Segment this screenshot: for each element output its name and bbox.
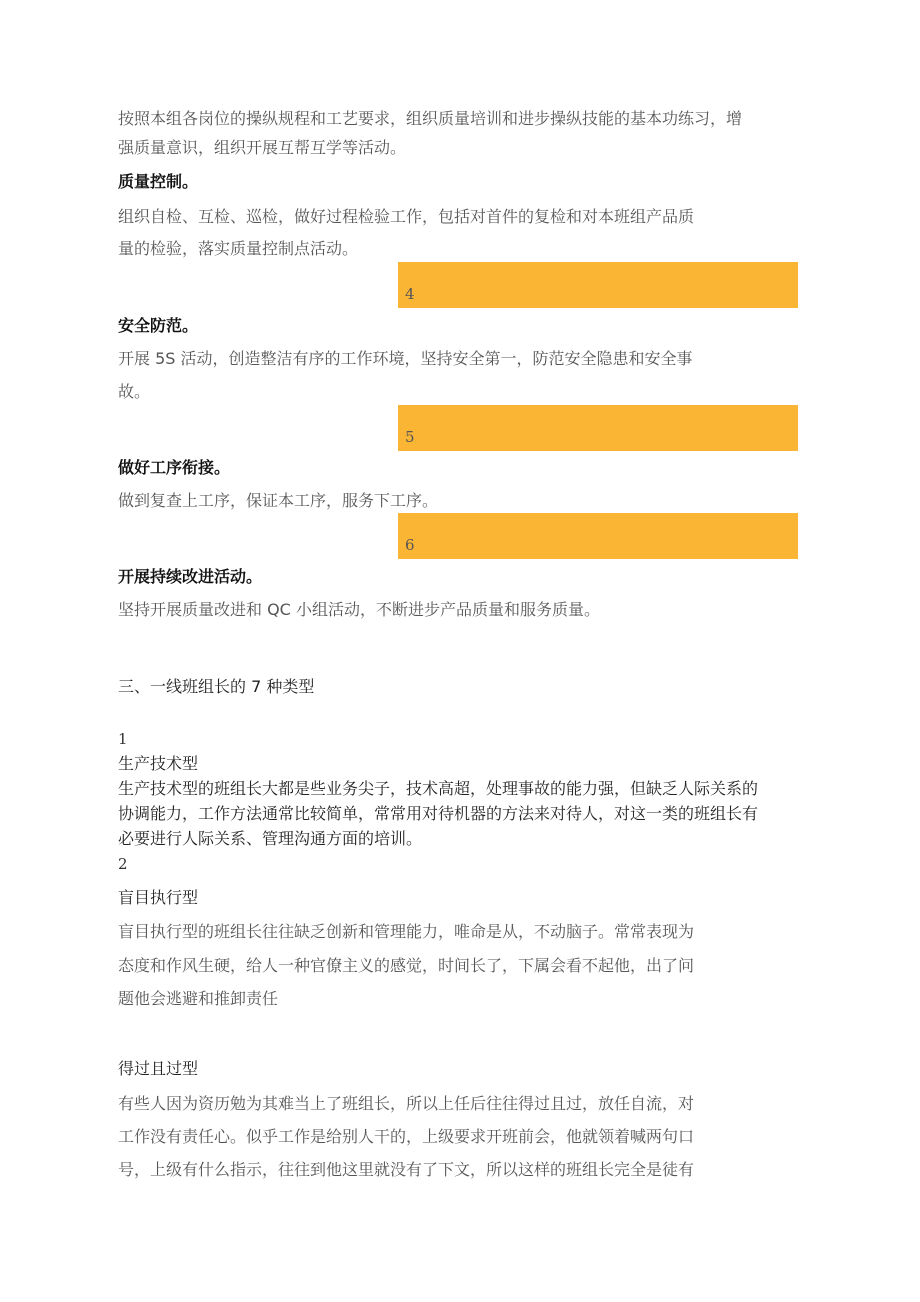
type-2-line-1: 盲目执行型的班组长往往缺乏创新和管理能力，唯命是从，不动脑子。常常表现为 [118, 922, 695, 941]
section-number-box-5 [398, 405, 798, 451]
intro-line-2: 强质量意识，组织开展互帮互学等活动。 [118, 138, 407, 157]
type-3-line-3: 号，上级有什么指示，往往到他这里就没有了下文，所以这样的班组长完全是徒有 [118, 1160, 695, 1179]
type-1-number: 1 [118, 730, 128, 748]
item-continuous-improvement-title: 开展持续改进活动。 [118, 567, 263, 586]
item-safety-title: 安全防范。 [118, 316, 199, 335]
section-number-4: 4 [405, 285, 415, 303]
type-1-title: 生产技术型 [118, 754, 199, 773]
type-2-number: 2 [118, 855, 128, 873]
type-1-line-3: 必要进行人际关系、管理沟通方面的培训。 [118, 829, 423, 848]
item-quality-control-line-1: 组织自检、互检、巡检，做好过程检验工作，包括对首件的复检和对本班组产品质 [118, 207, 695, 226]
type-3-line-1: 有些人因为资历勉为其难当上了班组长，所以上任后往往得过且过，放任自流，对 [118, 1094, 695, 1113]
section-3-heading: 三、一线班组长的 7 种类型 [118, 677, 315, 696]
type-2-line-2: 态度和作风生硬，给人一种官僚主义的感觉，时间长了，下属会看不起他，出了问 [118, 956, 695, 975]
item-quality-control-line-2: 量的检验，落实质量控制点活动。 [118, 239, 359, 258]
type-1-line-2: 协调能力，工作方法通常比较简单，常常用对待机器的方法来对待人，对这一类的班组长有 [118, 804, 759, 823]
item-process-handover-line-1: 做到复查上工序，保证本工序，服务下工序。 [118, 491, 439, 510]
type-1-line-1: 生产技术型的班组长大都是些业务尖子，技术高超，处理事故的能力强，但缺乏人际关系的 [118, 779, 759, 798]
item-continuous-improvement-line-1: 坚持开展质量改进和 QC 小组活动，不断进步产品质量和服务质量。 [118, 600, 600, 619]
type-2-title: 盲目执行型 [118, 888, 199, 907]
intro-line-1: 按照本组各岗位的操纵规程和工艺要求，组织质量培训和进步操纵技能的基本功练习，增 [118, 109, 743, 128]
item-safety-line-1: 开展 5S 活动，创造整洁有序的工作环境，坚持安全第一，防范安全隐患和安全事 [118, 349, 693, 368]
section-number-6: 6 [405, 536, 415, 554]
item-safety-line-2: 故。 [118, 382, 151, 401]
section-number-box-6 [398, 513, 798, 559]
type-2-line-3: 题他会逃避和推卸责任 [118, 989, 279, 1008]
item-quality-control-title: 质量控制。 [118, 172, 199, 191]
type-3-line-2: 工作没有责任心。似乎工作是给别人干的，上级要求开班前会，他就领着喊两句口 [118, 1127, 695, 1146]
item-process-handover-title: 做好工序衔接。 [118, 458, 231, 477]
section-number-5: 5 [405, 428, 415, 446]
section-number-box-4 [398, 262, 798, 308]
type-3-title: 得过且过型 [118, 1059, 199, 1078]
